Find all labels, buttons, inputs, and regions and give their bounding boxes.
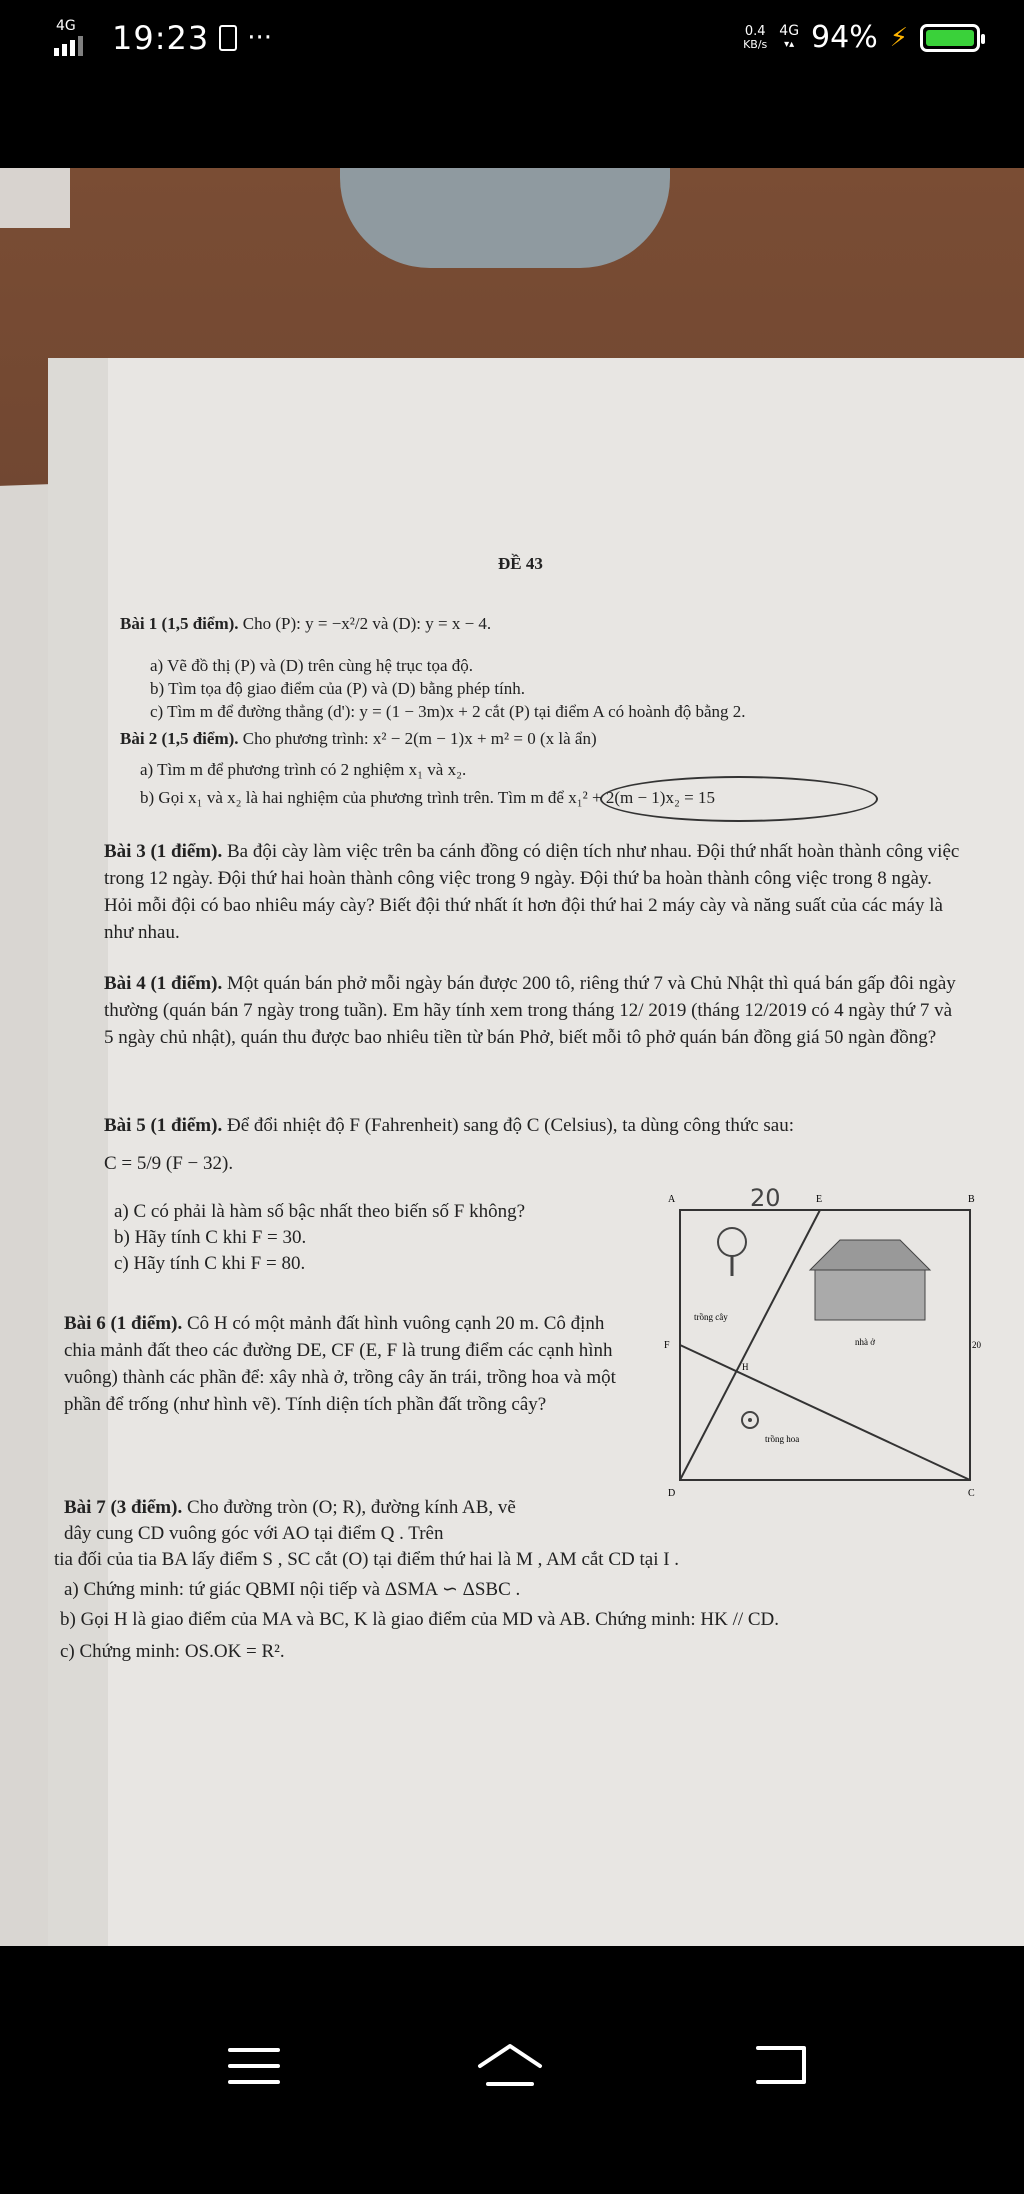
label-C: C bbox=[968, 1488, 975, 1499]
bai1-c: c) Tìm m để đường thẳng (d'): y = (1 − 3m)x + 2 cắt (P) tại điểm A có hoành độ bằng 2. bbox=[150, 702, 746, 721]
charging-icon: ⚡ bbox=[889, 22, 908, 53]
bai1-a: a) Vẽ đồ thị (P) và (D) trên cùng hệ trục tọa độ. bbox=[150, 656, 474, 675]
clock: 19:23 bbox=[112, 19, 210, 57]
battery-icon bbox=[920, 24, 980, 52]
back-icon bbox=[752, 2044, 810, 2086]
data-icon: 4G ▾▴ bbox=[779, 22, 800, 50]
bai2-b: b) Gọi x₁ và x₂ là hai nghiệm của phương trình trên. Tìm m để x₁² + 2(m − 1)x₂ = 15 bbox=[140, 788, 715, 807]
square-plot bbox=[680, 1210, 970, 1480]
bai7-c: c) Chứng minh: OS.OK = R². bbox=[60, 1641, 285, 1662]
bai1-line: Bài 1 (1,5 điểm). Cho (P): y = −x²/2 và (D): y = x − 4. bbox=[120, 614, 492, 633]
handwritten-circle bbox=[600, 776, 878, 822]
home-icon bbox=[474, 2042, 546, 2088]
bai5-line: Bài 5 (1 điểm). Để đổi nhiệt độ F (Fahrenheit) sang độ C (Celsius), ta dùng công thức sau: bbox=[104, 1115, 794, 1136]
notification-icon bbox=[219, 25, 237, 51]
pillow bbox=[340, 168, 670, 268]
label-B: B bbox=[968, 1194, 975, 1205]
bai6-text: Bài 6 (1 điểm). Cô H có một mảnh đất hình vuông cạnh 20 m. Cô định chia mảnh đất theo các đường DE, CF (E, F là trung điểm các cạnh hình vuông) thành các phần để: xây nhà ở, trồng cây ăn trái, trồng hoa và một phần để trống (như hình vẽ). Tính diện tích phần đất trồng cây? bbox=[64, 1313, 616, 1415]
status-right bbox=[743, 20, 980, 55]
bai3-text: Bài 3 (1 điểm). Ba đội cày làm việc trên ba cánh đồng có diện tích như nhau. Đội thứ nhất hoàn thành công việc trong 12 ngày. Đội thứ hai hoàn thành công việc trong 9 ngày. Đội thứ ba hoàn thành công việc trong 8 ngày. Hỏi mỗi đội có bao nhiêu máy cày? Biết đội thứ nhất ít hơn đội thứ hai 2 máy cày và năng suất của các máy là như nhau. bbox=[104, 841, 960, 943]
bai2-a: a) Tìm m để phương trình có 2 nghiệm x₁ và x₂. bbox=[140, 760, 467, 779]
label-E: E bbox=[816, 1194, 823, 1205]
bai7-line3: tia đối của tia BA lấy điểm S , SC cắt (O) tại điểm thứ hai là M , AM cắt CD tại I . bbox=[54, 1549, 680, 1570]
label-F: F bbox=[664, 1340, 670, 1351]
network-label: 4G bbox=[56, 18, 76, 34]
paper-corner bbox=[0, 168, 70, 228]
network-speed: 0.4 KB/s bbox=[743, 23, 768, 51]
battery-percent: 94% bbox=[811, 20, 878, 55]
photo bbox=[0, 168, 1024, 1946]
signal-icon bbox=[52, 18, 102, 58]
line-CF bbox=[680, 1345, 970, 1480]
bai7-line1: Bài 7 (3 điểm). Cho đường tròn (O; R), đường kính AB, vẽ bbox=[64, 1497, 516, 1518]
label-H: H bbox=[742, 1362, 749, 1372]
label-flowers: trồng hoa bbox=[765, 1434, 800, 1444]
label-A: A bbox=[668, 1194, 676, 1205]
bai4-text: Bài 4 (1 điểm). Một quán bán phở mỗi ngày bán được 200 tô, riêng thứ 7 và Chủ Nhật thì quá bán gấp đôi ngày thường (quán bán 7 ngày trong tuần). Em hãy tính xem trong tháng 12/ 2019 (tháng 12/2019 có 4 ngày thứ 7 và 5 ngày chủ nhật), quán thu được bao nhiêu tiền từ bán Phở, biết mỗi tô phở quán bán đồng giá 50 ngàn đồng? bbox=[104, 973, 956, 1048]
bai7-a: a) Chứng minh: tứ giác QBMI nội tiếp và ΔSMA ∽ ΔSBC . bbox=[64, 1579, 521, 1600]
status-left bbox=[52, 18, 272, 58]
house-icon bbox=[810, 1240, 930, 1320]
bai1-b: b) Tìm tọa độ giao điểm của (P) và (D) bằng phép tính. bbox=[150, 679, 526, 698]
bai5-a: a) C có phải là hàm số bậc nhất theo biến số F không? bbox=[114, 1201, 526, 1222]
more-notifications: ··· bbox=[247, 23, 273, 53]
exam-title: ĐỀ 43 bbox=[498, 554, 543, 573]
tree-icon bbox=[718, 1228, 746, 1276]
bai5-b: b) Hãy tính C khi F = 30. bbox=[114, 1227, 307, 1248]
home-button[interactable] bbox=[474, 2042, 546, 2088]
bai5-c: c) Hãy tính C khi F = 80. bbox=[114, 1253, 306, 1274]
menu-button[interactable] bbox=[228, 2048, 280, 2088]
label-house: nhà ở bbox=[855, 1337, 876, 1347]
back-button[interactable] bbox=[752, 2044, 810, 2086]
bai5-formula: C = 5/9 (F − 32). bbox=[104, 1153, 234, 1174]
label-trees: trồng cây bbox=[694, 1312, 728, 1322]
navigation-bar bbox=[0, 2010, 1024, 2140]
data-network-label: 4G bbox=[779, 22, 800, 39]
handwritten-20: 20 bbox=[750, 1184, 781, 1212]
label-D: D bbox=[668, 1488, 676, 1499]
flower-icon bbox=[742, 1412, 758, 1428]
bai7-b: b) Gọi H là giao điểm của MA và BC, K là giao điểm của MD và AB. Chứng minh: HK // CD. bbox=[60, 1609, 780, 1630]
status-bar bbox=[0, 0, 1024, 80]
bai6-figure bbox=[650, 1180, 990, 1510]
bai2-line: Bài 2 (1,5 điểm). Cho phương trình: x² − 2(m − 1)x + m² = 0 (x là ẩn) bbox=[120, 729, 597, 748]
bai7-line2: dây cung CD vuông góc với AO tại điểm Q . Trên bbox=[64, 1523, 444, 1544]
label-side-20: 20 bbox=[972, 1340, 981, 1350]
